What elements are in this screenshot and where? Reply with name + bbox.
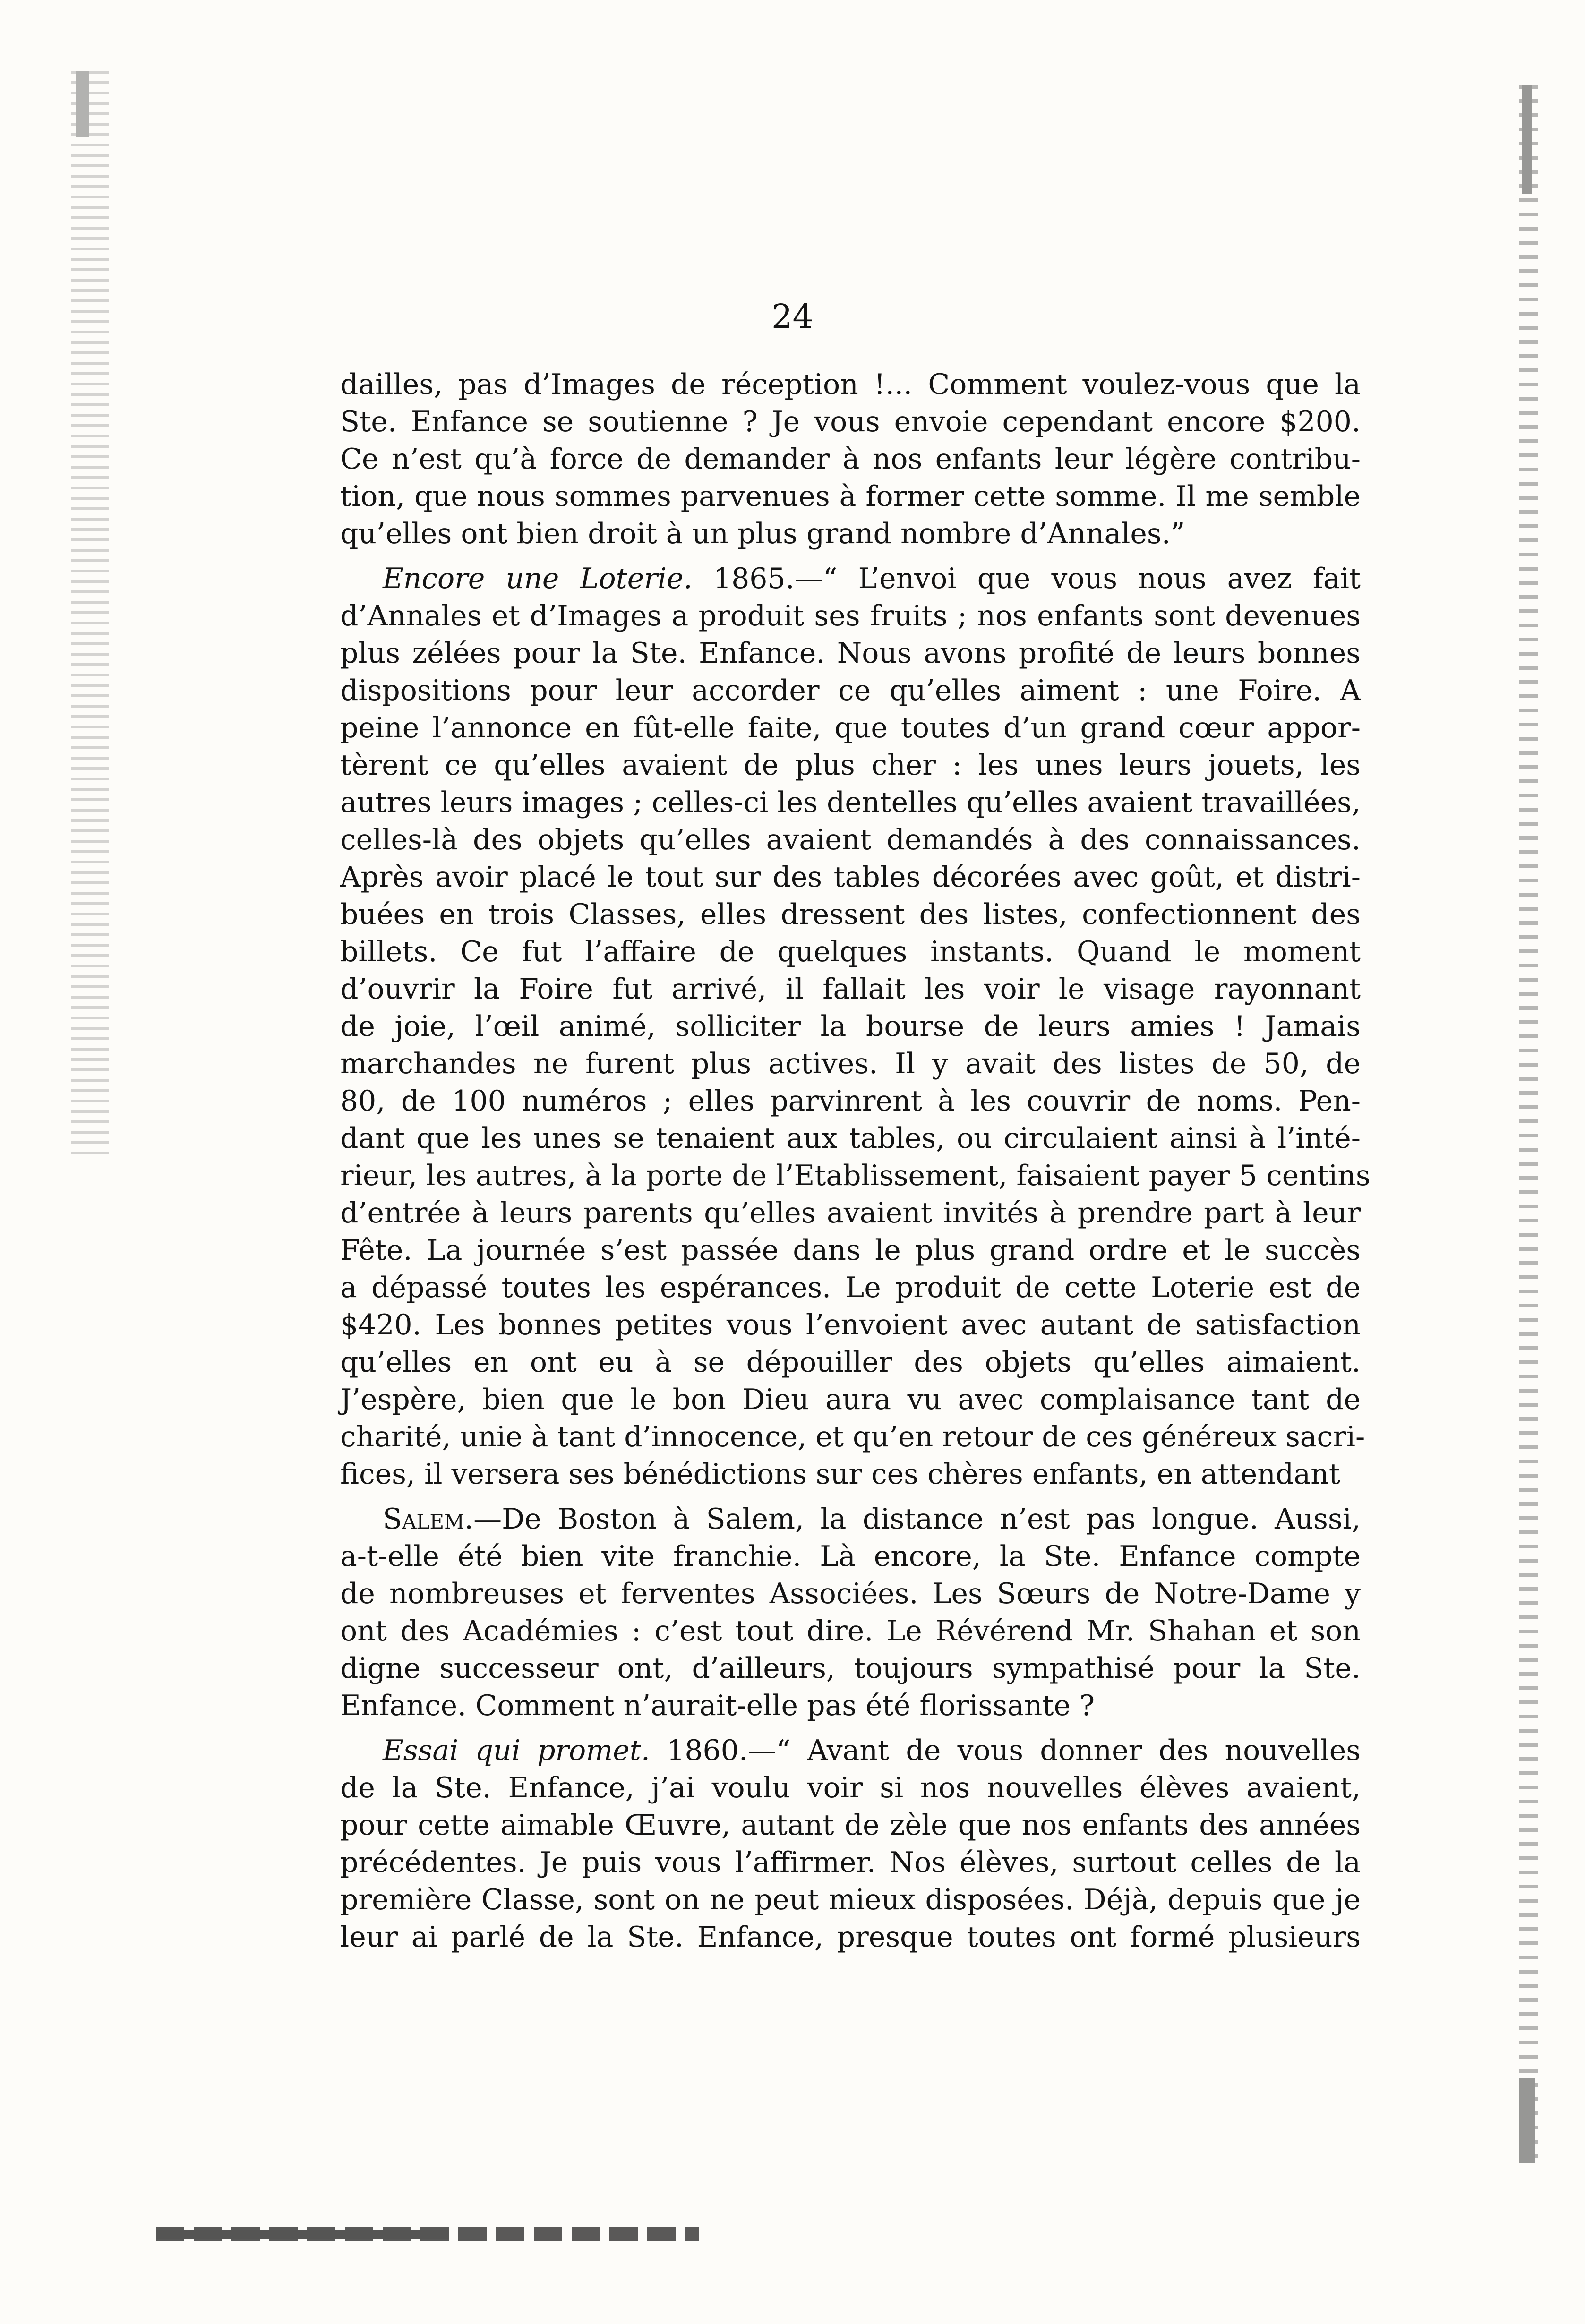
paragraph-heading: Encore une Loterie. xyxy=(383,562,693,595)
text-line: précédentes. Je puis vous l’affirmer. Nos élèves, surtout celles de la xyxy=(340,1846,1361,1879)
text-line: Fête. La journée s’est passée dans le plus grand ordre et le succès xyxy=(340,1234,1361,1267)
text-line: digne successeur ont, d’ailleurs, toujours sympathisé pour la Ste. xyxy=(340,1652,1361,1685)
text-line: plus zélées pour la Ste. Enfance. Nous avons profité de leurs bonnes xyxy=(340,637,1361,670)
text-line: autres leurs images ; celles-ci les dentelles qu’elles avaient travaillées, xyxy=(340,786,1361,819)
text-line: rieur, les autres, à la porte de l’Etablissement, faisaient payer 5 centins xyxy=(340,1159,1371,1192)
text-line: leur ai parlé de la Ste. Enfance, presque toutes ont formé plusieurs xyxy=(340,1921,1361,1954)
paragraph xyxy=(340,1501,1361,1725)
text-line: de la Ste. Enfance, j’ai voulu voir si nos nouvelles élèves avaient, xyxy=(340,1771,1361,1804)
text-line: marchandes ne furent plus actives. Il y avait des listes de 50, de xyxy=(340,1047,1361,1080)
text-line: celles-là des objets qu’elles avaient demandés à des connaissances. xyxy=(340,823,1361,856)
text-line: qu’elles en ont eu à se dépouiller des objets qu’elles aimaient. xyxy=(340,1346,1361,1379)
text-line: a dépassé toutes les espérances. Le produit de cette Loterie est de xyxy=(340,1271,1361,1304)
text-line: ont des Académies : c’est tout dire. Le Révérend Mr. Shahan et son xyxy=(340,1615,1361,1648)
paragraph xyxy=(340,560,1371,1493)
text-run: 1865.—“ L’envoi que vous nous avez fait xyxy=(692,562,1361,595)
text-line: d’ouvrir la Foire fut arrivé, il fallait les voir le visage rayonnant xyxy=(340,973,1361,1006)
text-line xyxy=(340,1501,1361,1538)
text-line: dispositions pour leur accorder ce qu’elles aiment : une Foire. A xyxy=(340,674,1361,707)
text-line: buées en trois Classes, elles dressent des listes, confectionnent des xyxy=(340,898,1361,931)
text-line: de nombreuses et ferventes Associées. Les Sœurs de Notre-Dame y xyxy=(340,1577,1361,1610)
text-line: tion, que nous sommes parvenues à former cette somme. Il me semble xyxy=(340,480,1361,513)
text-line: a-t-elle été bien vite franchie. Là encore, la Ste. Enfance compte xyxy=(340,1540,1361,1573)
text-line: Ce n’est qu’à force de demander à nos enfants leur légère contribu- xyxy=(340,443,1361,476)
text-line: tèrent ce qu’elles avaient de plus cher : les unes leurs jouets, les xyxy=(340,749,1361,782)
text-line: qu’elles ont bien droit à un plus grand nombre d’Annales.” xyxy=(340,517,1185,550)
body-text xyxy=(340,366,1371,1956)
text-line: $420. Les bonnes petites vous l’envoient avec autant de satisfaction xyxy=(340,1308,1361,1341)
text-line: dailles, pas d’Images de réception !... Comment voulez-vous que la xyxy=(340,368,1361,401)
text-line: charité, unie à tant d’innocence, et qu’en retour de ces généreux sacri- xyxy=(340,1420,1365,1453)
text-line: 80, de 100 numéros ; elles parvinrent à les couvrir de noms. Pen- xyxy=(340,1085,1361,1118)
text-line: billets. Ce fut l’affaire de quelques instants. Quand le moment xyxy=(340,935,1361,968)
text-line: peine l’annonce en fût-elle faite, que toutes d’un grand cœur appor- xyxy=(340,711,1361,744)
text-line: d’entrée à leurs parents qu’elles avaient invités à prendre part à leur xyxy=(340,1196,1361,1230)
scan-edge-left xyxy=(71,71,109,1157)
text-line: J’espère, bien que le bon Dieu aura vu avec complaisance tant de xyxy=(340,1383,1361,1416)
scan-bottom-rule xyxy=(156,2227,699,2241)
paragraph-heading: Essai qui promet. xyxy=(383,1734,650,1767)
text-line: Enfance. Comment n’aurait-elle pas été florissante ? xyxy=(340,1689,1095,1722)
paragraph-heading: Salem. xyxy=(383,1503,474,1536)
text-line: dant que les unes se tenaient aux tables, ou circulaient ainsi à l’inté- xyxy=(340,1122,1361,1155)
text-line: première Classe, sont on ne peut mieux disposées. Déjà, depuis que je xyxy=(340,1883,1361,1916)
paragraph xyxy=(340,366,1361,553)
page-number: 24 xyxy=(771,297,814,336)
text-line: pour cette aimable Œuvre, autant de zèle que nos enfants des années xyxy=(340,1809,1361,1842)
text-line xyxy=(340,560,1361,598)
text-run: —De Boston à Salem, la distance n’est pas longue. Aussi, xyxy=(473,1503,1361,1536)
text-line: de joie, l’œil animé, solliciter la bourse de leurs amies ! Jamais xyxy=(340,1010,1361,1043)
text-run: 1860.—“ Avant de vous donner des nouvelles xyxy=(650,1734,1361,1767)
paragraph xyxy=(340,1732,1361,1956)
text-line: Après avoir placé le tout sur des tables décorées avec goût, et distri- xyxy=(340,861,1361,894)
scan-edge-right xyxy=(1519,85,1538,2163)
text-line: fices, il versera ses bénédictions sur ces chères enfants, en attendant xyxy=(340,1458,1340,1491)
text-line: Ste. Enfance se soutienne ? Je vous envoie cependant encore $200. xyxy=(340,405,1361,438)
text-line xyxy=(340,1732,1361,1769)
text-line: d’Annales et d’Images a produit ses fruits ; nos enfants sont devenues xyxy=(340,599,1361,632)
